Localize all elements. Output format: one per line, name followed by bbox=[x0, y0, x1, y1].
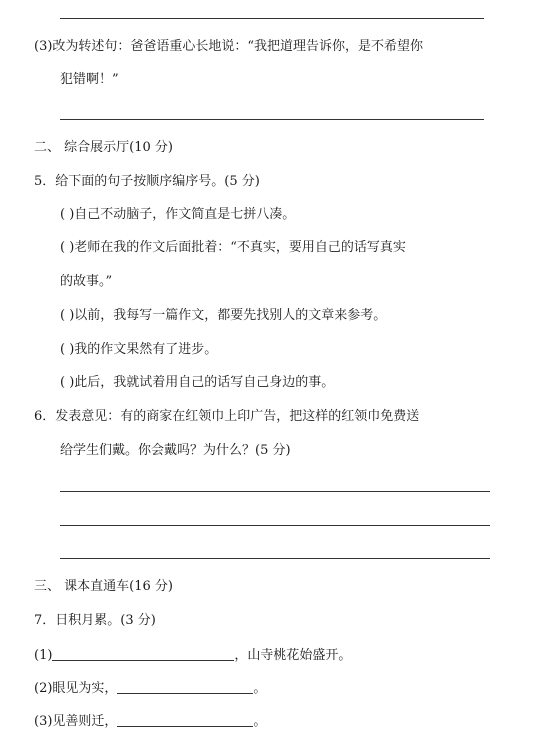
q6-answer-line-1[interactable] bbox=[60, 491, 490, 492]
q7-fill-blank-1[interactable] bbox=[52, 646, 234, 661]
q5-item-text-4: 我的作文果然有了进步。 bbox=[74, 342, 218, 357]
q7-fill-blank-3[interactable] bbox=[117, 712, 253, 727]
q7-item-1 bbox=[34, 646, 351, 665]
q5-item-text-3: 以前，我每写一篇作文，都要先找别人的文章来参考。 bbox=[74, 308, 387, 323]
q5-order-blank-2[interactable]: ( ) bbox=[60, 240, 75, 255]
q5-item-4 bbox=[60, 341, 217, 359]
q7-item-1-suffix: ，山寺桃花始盛开。 bbox=[234, 648, 352, 663]
q6-answer-line-3[interactable] bbox=[60, 558, 490, 559]
q5-item-5 bbox=[60, 374, 334, 392]
q7-item-2-prefix: (2)眼见为实， bbox=[34, 681, 118, 696]
q3-line1: (3)改为转述句：爸爸语重心长地说：“我把道理告诉你，是不希望你 bbox=[34, 39, 424, 54]
q3-answer-line[interactable] bbox=[60, 119, 484, 120]
q5-item-3 bbox=[60, 307, 386, 325]
q5-order-blank-5[interactable]: ( ) bbox=[60, 375, 75, 390]
q5-item-2 bbox=[60, 239, 406, 257]
q3-line2: 犯错啊！” bbox=[60, 72, 119, 87]
q5-order-blank-4[interactable]: ( ) bbox=[60, 342, 75, 357]
q5-title: 5．给下面的句子按顺序编序号。(5 分) bbox=[34, 174, 260, 189]
q7-item-3-prefix: (3)见善则迁， bbox=[34, 714, 118, 729]
q6-line2: 给学生们戴。你会戴吗？为什么？(5 分) bbox=[60, 443, 291, 458]
q5-item-text-1: 自己不动脑子，作文简直是七拼八凑。 bbox=[74, 207, 296, 222]
q5-order-blank-1[interactable]: ( ) bbox=[60, 207, 75, 222]
q7-title: 7．日积月累。(3 分) bbox=[34, 613, 156, 628]
q7-item-2 bbox=[34, 679, 266, 698]
section2-title: 二、 综合展示厅(10 分) bbox=[34, 140, 173, 155]
q5-item-text-5: 此后，我就试着用自己的话写自己身边的事。 bbox=[74, 375, 335, 390]
q7-item-3-suffix: 。 bbox=[253, 714, 267, 729]
q7-item-2-suffix: 。 bbox=[253, 681, 267, 696]
q7-fill-blank-2[interactable] bbox=[117, 679, 253, 694]
section3-title: 三、 课本直通车(16 分) bbox=[34, 579, 173, 594]
q6-answer-line-2[interactable] bbox=[60, 525, 490, 526]
q5-item-1 bbox=[60, 206, 295, 224]
answer-line-top[interactable] bbox=[60, 18, 484, 19]
q5-item-text-2: 老师在我的作文后面批着：“不真实，要用自己的话写真实 bbox=[74, 240, 406, 255]
q7-item-3 bbox=[34, 712, 266, 731]
q6-line1: 6．发表意见：有的商家在红领巾上印广告，把这样的红领巾免费送 bbox=[34, 409, 420, 424]
q5-item-2-cont: 的故事。” bbox=[60, 274, 113, 289]
q7-item-1-prefix: (1) bbox=[34, 648, 53, 663]
q5-order-blank-3[interactable]: ( ) bbox=[60, 308, 75, 323]
